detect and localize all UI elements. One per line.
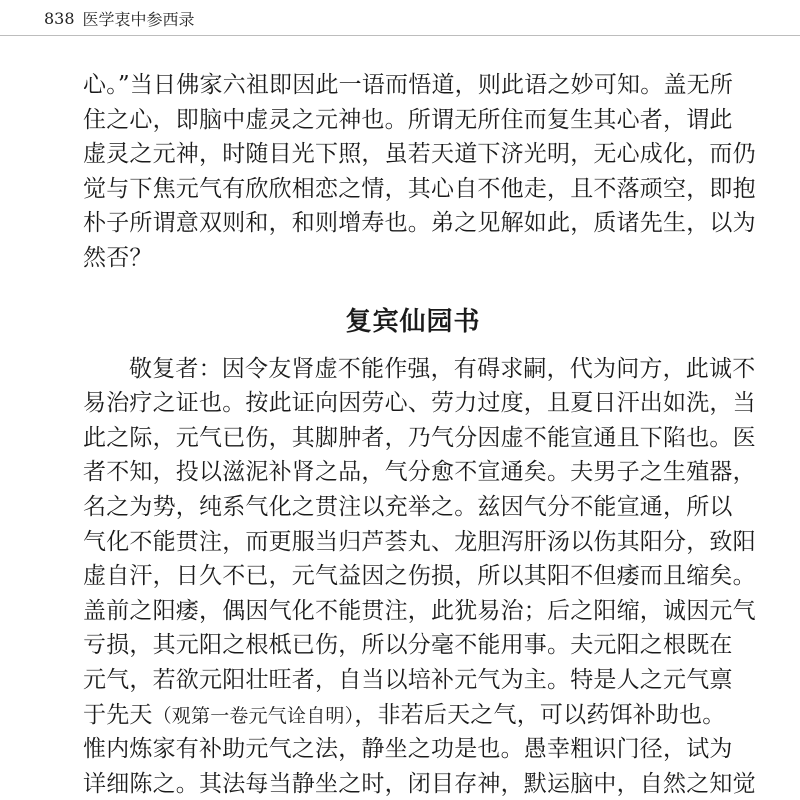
text-line: 虚自汗，日久不已，元气益因之伤损，所以其阳不但痿而且缩矣。	[83, 563, 756, 590]
text-line: 亏损，其元阳之根柢已伤，所以分毫不能用事。夫元阳之根既在	[83, 632, 733, 659]
text-line: 此之际，元气已伤，其脚肿者，乃气分因虚不能宣通且下陷也。医	[83, 424, 756, 451]
section-title: 复宾仙园书	[345, 306, 481, 337]
text-line: 气化不能贯注，而更服当归芦荟丸、龙胆泻肝汤以伤其阳分，致阳	[83, 528, 756, 555]
header-divider	[0, 35, 800, 36]
text-line: 然否？	[83, 244, 153, 271]
paragraph-continued	[83, 68, 756, 276]
text-segment: ，非若后天之气，可以药饵补助也。	[354, 701, 726, 728]
text-line-with-note	[83, 698, 743, 733]
book-title: 医学衷中参西录	[82, 9, 195, 29]
page-body	[83, 68, 756, 800]
text-line: 住之心，即脑中虚灵之元神也。所谓无所住而复生其心者，谓此	[83, 106, 733, 133]
text-line: 者不知，投以滋泥补肾之品，气分愈不宣通矣。夫男子之生殖器，	[83, 459, 756, 486]
text-line: 易治疗之证也。按此证向因劳心、劳力过度，且夏日汗出如洗，当	[83, 390, 756, 417]
text-line: 虚灵之元神，时随目光下照，虽若天道下济光明，无心成化，而仍	[83, 141, 756, 168]
text-line: 惟内炼家有补助元气之法，静坐之功是也。愚幸粗识门径，试为	[83, 736, 733, 763]
text-line: 元气，若欲元阳壮旺者，自当以培补元气为主。特是人之元气禀	[83, 666, 733, 693]
page-number: 838	[44, 8, 75, 28]
text-segment: 于先天	[83, 701, 153, 728]
text-line: 心。”当日佛家六祖即因此一语而悟道，则此语之妙可知。盖无所	[83, 72, 734, 98]
text-line: 名之为势，纯系气化之贯注以充举之。兹因气分不能宣通，所以	[83, 493, 733, 520]
text-line: 朴子所谓意双则和，和则增寿也。弟之见解如此，质诸先生，以为	[83, 210, 756, 237]
text-line: 觉与下焦元气有欣欣相恋之情，其心自不他走，且不落顽空，即抱	[83, 175, 756, 202]
running-header	[44, 3, 195, 33]
text-line: 敬复者：因令友肾虚不能作强，有碍求嗣，代为问方，此诚不	[129, 355, 756, 382]
text-line: 详细陈之。其法每当静坐之时，闭目存神，默运脑中，自然之知觉	[83, 770, 756, 797]
inline-note: （观第一卷元气诠自明）	[152, 704, 355, 727]
text-line: 盖前之阳痿，偶因气化不能贯注，此犹易治；后之阳缩，诚因元气	[83, 597, 756, 624]
letter-paragraph	[83, 352, 756, 800]
